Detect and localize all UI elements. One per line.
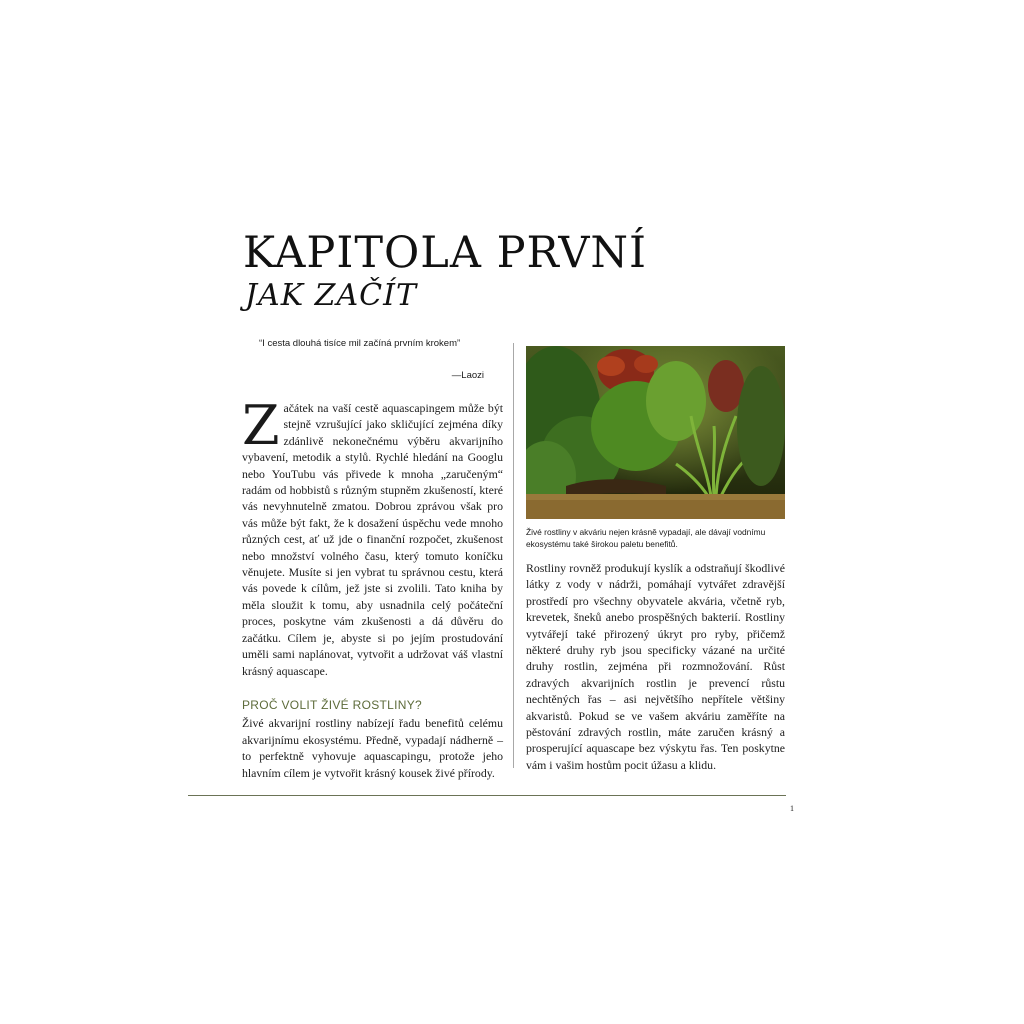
section-paragraph: Živé akvarijní rostliny nabízejí řadu benefitů celému akvarijnímu ekosystému. Předně, vypadají nádherně – to perfektně vyhovuje aquascapingu, protože jeho hlavním cílem je vytvořit krásný kousek živé přírody.	[242, 716, 503, 780]
page-number: 1	[790, 804, 794, 813]
chapter-title: KAPITOLA PRVNÍ	[243, 228, 648, 278]
aquarium-photo	[526, 346, 785, 519]
epigraph-author: —Laozi	[451, 370, 484, 381]
column-divider	[513, 343, 514, 768]
right-paragraph: Rostliny rovněž produkují kyslík a odstraňují škodlivé látky z vody v nádrži, pomáhají vytvářet zdravější prostředí pro všechny obyvatele akvária, včetně ryb, krevetek, šneků anebo prospěšných bakterií. Rostliny vytvářejí také přirozený úkryt pro ryby, přičemž některé druhy ryb jsou specificky vázané na určité druhy rostlin, zejména při rozmnožování. Růst zdravých akvarijních rostlin je prevencí růstu nechtěných řas – asi největšího nepřítele většiny akvaristů. Pokud se ve vašem akváriu zaměříte na pěstování zdravých rostlin, máte zaručen krásný a prosperující aquascape bez výskytu řas. Ten poskytne vám i vašim hostům pocit úžasu a klidu.	[526, 561, 785, 772]
drop-cap: Z	[242, 394, 280, 457]
epigraph-quote: “I cesta dlouhá tisíce mil začíná prvním krokem”	[259, 338, 461, 349]
right-column	[526, 560, 785, 773]
chapter-subtitle: JAK ZAČÍT	[245, 278, 417, 313]
photo-caption: Živé rostliny v akváriu nejen krásně vypadají, ale dávají vodnímu ekosystému také širokou paletu benefitů.	[526, 527, 766, 549]
intro-text: ačátek na vaší cestě aquascapingem může být stejně vzrušující jako skličující zejména díky zdánlivě nekonečnému výběru akvarijního vybavení, metodik a stylů. Rychlé hledání na Googlu nebo YouTubu vás přivede k mnoha „zaručeným“ radám od hobbistů s různým stupněm zkušeností, které vás nevyhnutelně zmatou. Dobrou zprávou však pro vás může být fakt, že k dosažení úspěchu vede mnoho různých cest, ať už jde o finanční rozpočet, zkušenost nebo množství volného času, který tomuto koníčku věnujete. Musíte si jen vybrat tu správnou cestu, která vás povede k cílům, jež jste si zvolili. Tato kniha by měla sloužit k tomu, aby usnadnila celý počáteční proces, poskytne vám zkušenosti a dá důvěru do začátku. Cílem je, abyste si po jejím prostudování uměli sami naplánovat, vytvořit a udržovat váš vlastní krásný aquascape.	[242, 401, 503, 678]
footer-rule	[188, 795, 786, 796]
intro-paragraph	[242, 394, 503, 679]
left-column	[242, 394, 503, 781]
section-heading: PROČ VOLIT ŽIVÉ ROSTLINY?	[242, 697, 422, 712]
